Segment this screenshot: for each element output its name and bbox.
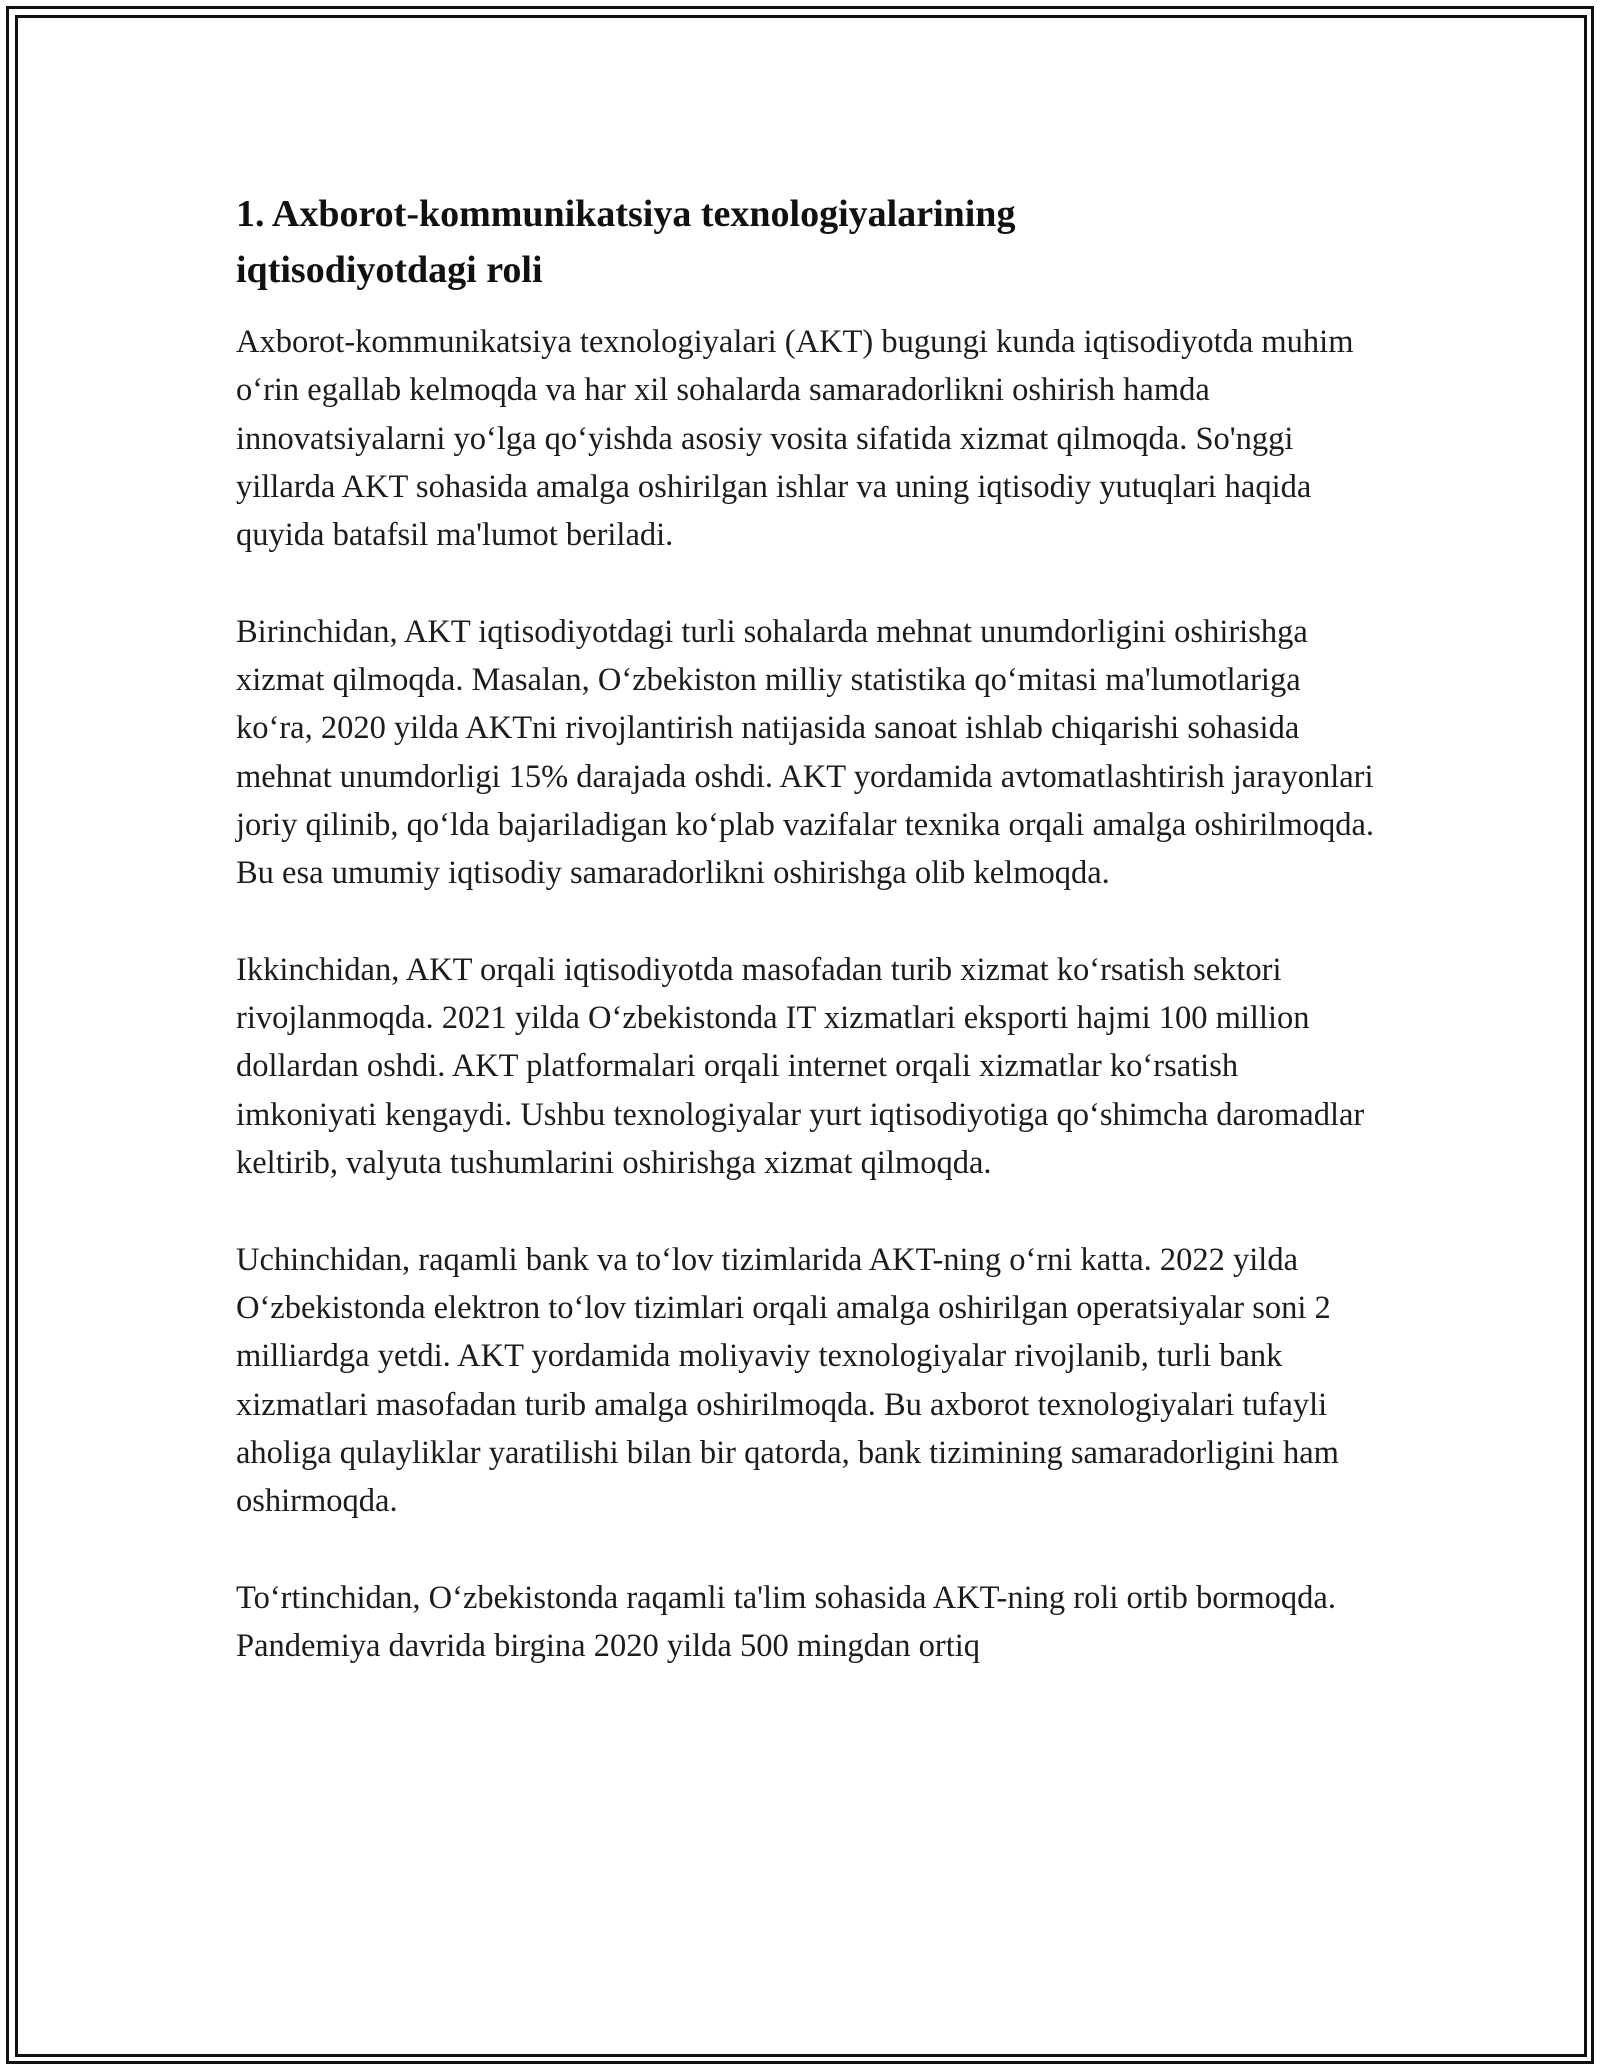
document-body [236, 186, 1376, 1719]
paragraph-second: Ikkinchidan, AKT orqali iqtisodiyotda masofadan turib xizmat ko‘rsatish sektori rivojlanmoqda. 2021 yilda O‘zbekistonda IT xizmatlari eksporti hajmi 100 million dollardan oshdi. AKT platformalari orqali internet orqali xizmatlar ko‘rsatish imkoniyati kengaydi. Ushbu texnologiyalar yurt iqtisodiyotiga qo‘shimcha daromadlar keltirib, valyuta tushumlarini oshirishga xizmat qilmoqda. [236, 951, 1365, 1182]
paragraph-fourth: To‘rtinchidan, O‘zbekistonda raqamli ta'lim sohasida AKT-ning roli ortib bormoqda. Pandemiya davrida birgina 2020 yilda 500 mingdan ortiq [236, 1579, 1336, 1665]
paragraph-intro: Axborot-kommunikatsiya texnologiyalari (AKT) bugungi kunda iqtisodiyotda muhim o‘rin egallab kelmoqda va har xil sohalarda samaradorlikni oshirish hamda innovatsiyalarni yo‘lga qo‘yishda asosiy vosita sifatida xizmat qilmoqda. So'nggi yillarda AKT sohasida amalga oshirilgan ishlar va uning iqtisodiy yutuqlari haqida quyida batafsil ma'lumot beriladi. [236, 324, 1354, 554]
paragraph-first: Birinchidan, AKT iqtisodiyotdagi turli sohalarda mehnat unumdorligini oshirishga xizmat qilmoqda. Masalan, O‘zbekiston milliy statistika qo‘mitasi ma'lumotlariga ko‘ra, 2020 yilda AKTni rivojlantirish natijasida sanoat ishlab chiqarishi sohasida mehnat unumdorligi 15% darajada oshdi. AKT yordamida avtomatlashtirish jarayonlari joriy qilinib, qo‘lda bajariladigan ko‘plab vazifalar texnika orqali amalga oshirilmoqda. Bu esa umumiy iqtisodiy samaradorlikni oshirishga olib kelmoqda. [236, 613, 1375, 892]
paragraph-third: Uchinchidan, raqamli bank va to‘lov tizimlarida AKT-ning o‘rni katta. 2022 yilda O‘zbekistonda elektron to‘lov tizimlari orqali amalga oshirilgan operatsiyalar soni 2 milliardga yetdi. AKT yordamida moliyaviy texnologiyalar rivojlanib, turli bank xizmatlari masofadan turib amalga oshirilmoqda. Bu axborot texnologiyalari tufayli aholiga qulayliklar yaratilishi bilan bir qatorda, bank tizimining samaradorligini ham oshirmoqda. [236, 1241, 1339, 1520]
section-heading: 1. Axborot-kommunikatsiya texnologiyalarining iqtisodiyotdagi roli [236, 193, 1016, 291]
